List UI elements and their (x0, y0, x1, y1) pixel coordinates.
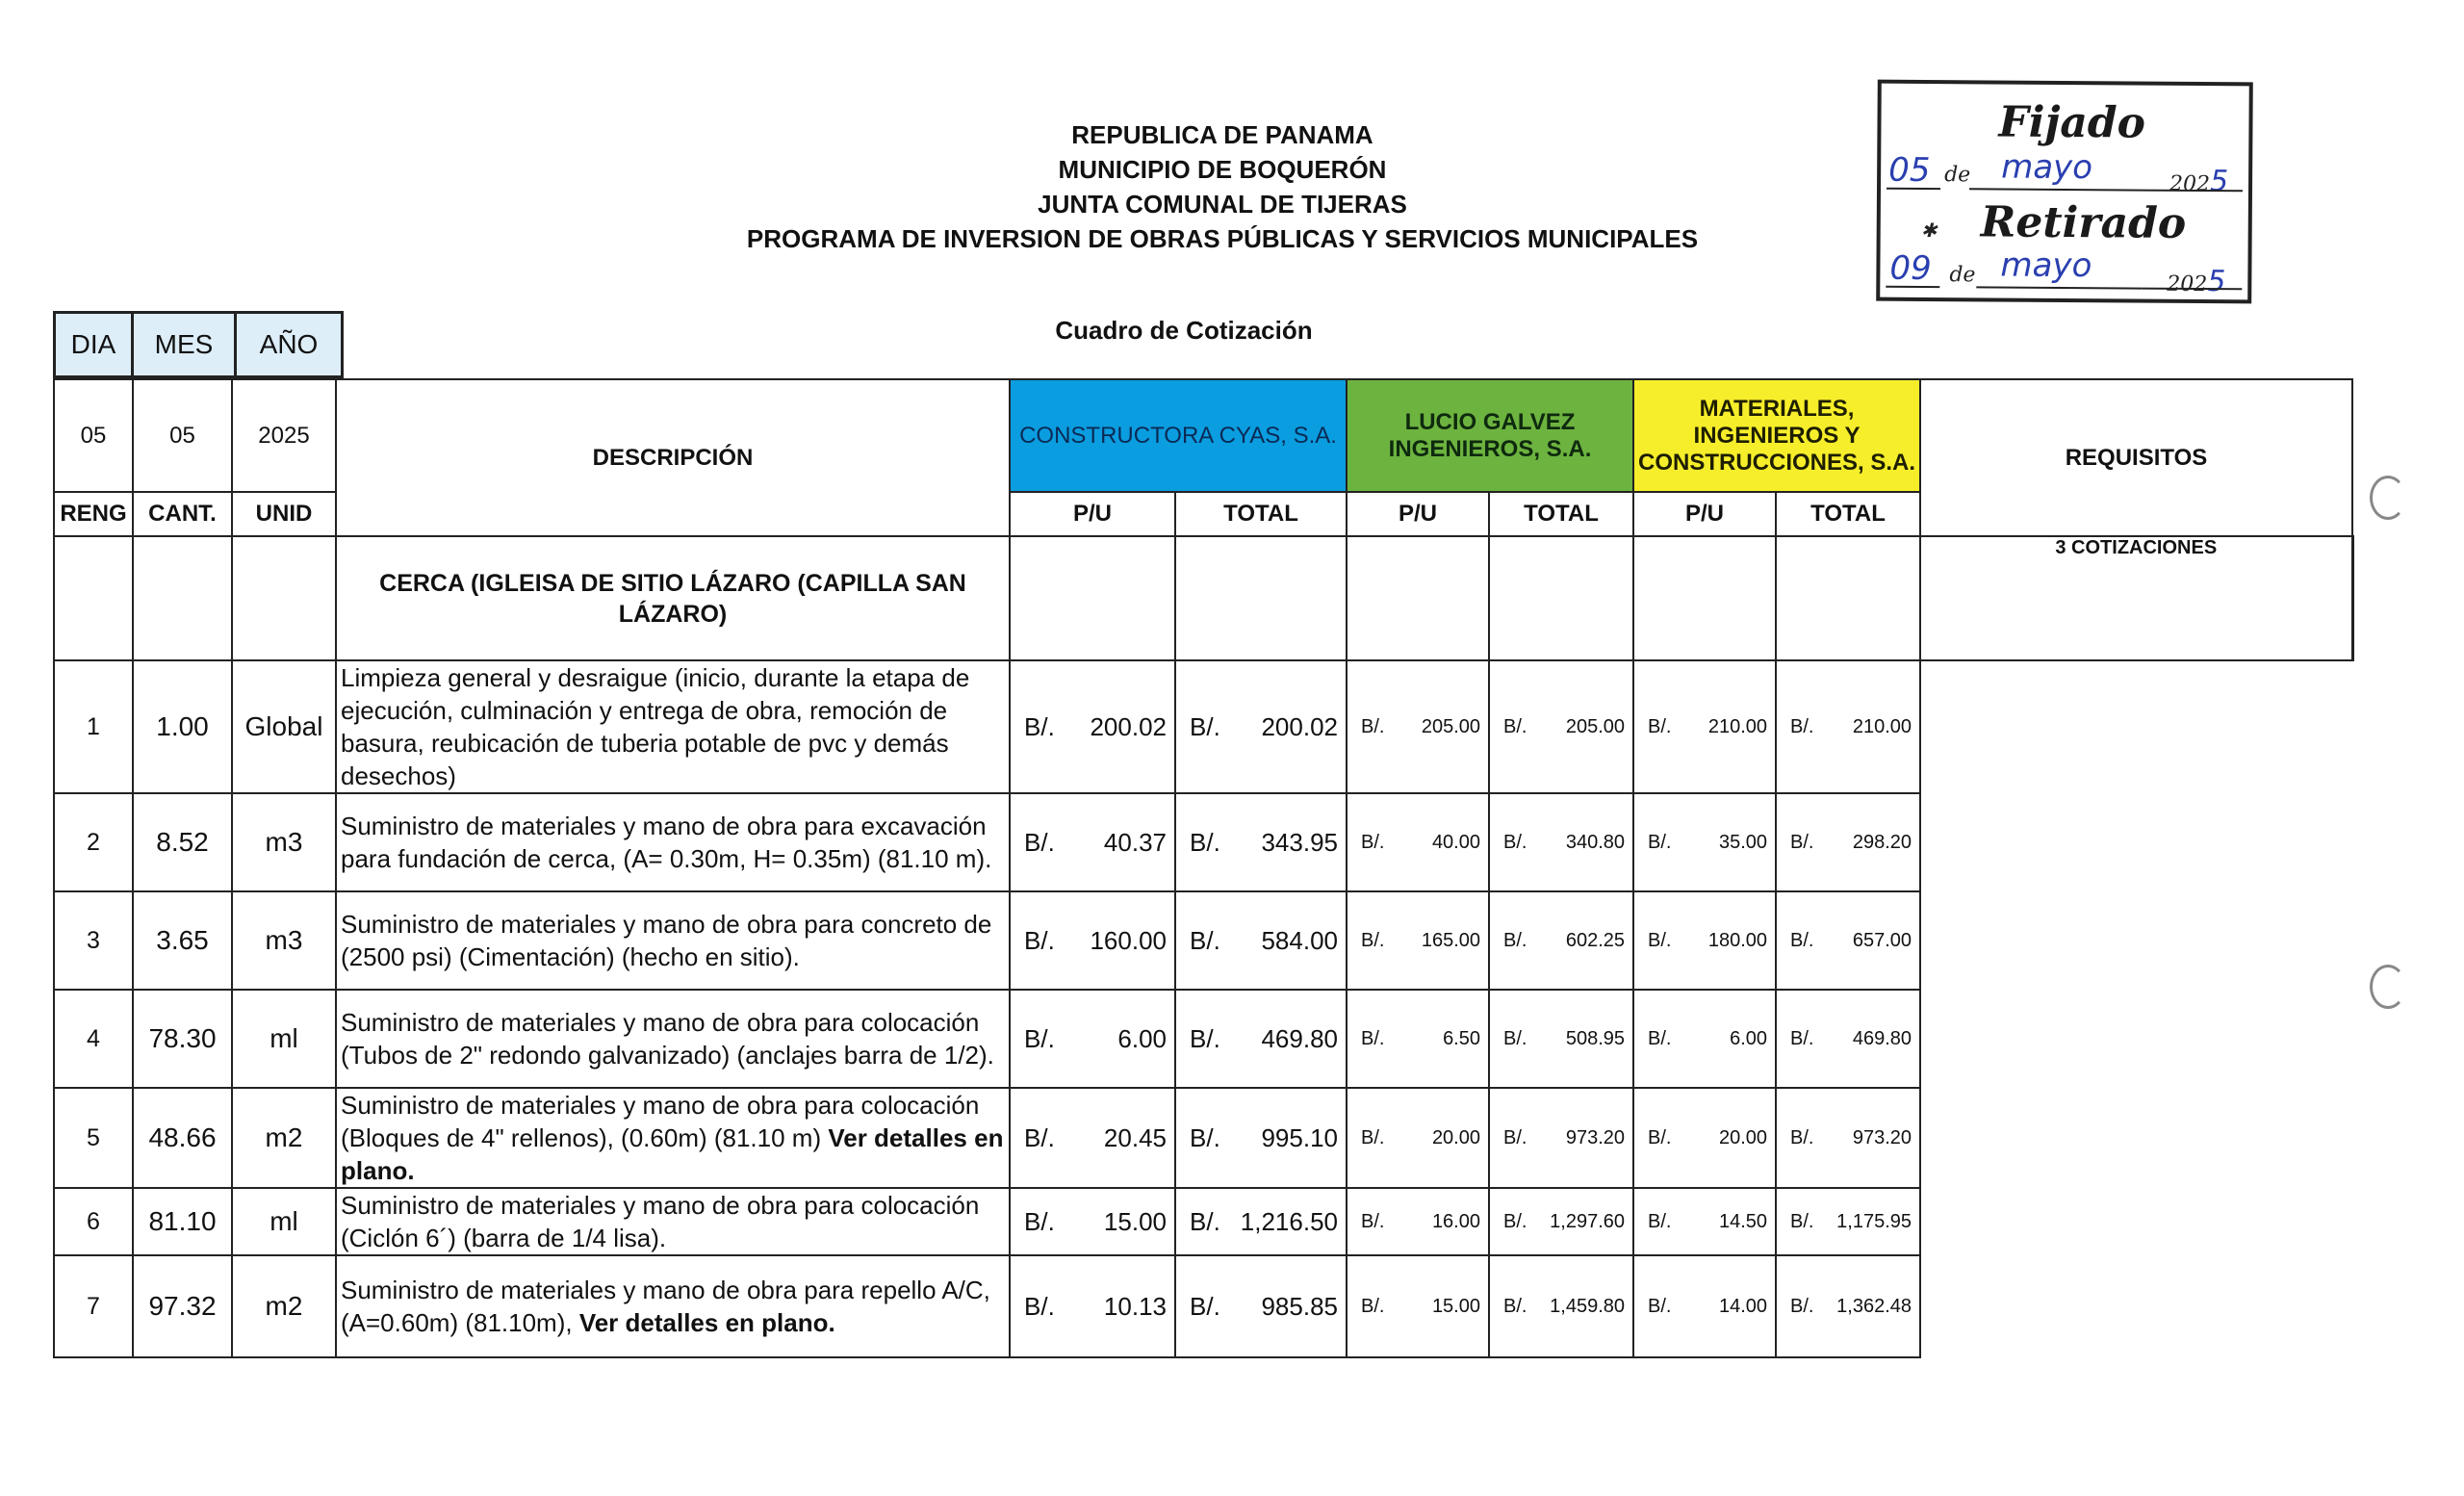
mat-total-cell (1776, 891, 1920, 990)
currency-symbol: B/. (1361, 1126, 1385, 1148)
cant-cell: 8.52 (133, 793, 232, 891)
amount-value: 35.00 (1718, 831, 1768, 853)
amount-value: 1,362.48 (1836, 1295, 1912, 1317)
table-row (54, 1255, 2352, 1357)
lucio-total-cell (1489, 1255, 1633, 1357)
currency-symbol: B/. (1361, 1210, 1385, 1232)
currency-symbol: B/. (1361, 1027, 1385, 1049)
cyas-pu-cell (1010, 891, 1175, 990)
stamp-retirado-day: 09 (1889, 248, 1932, 289)
description-text: Suministro de materiales y mano de obra para repello A/C, (A=0.60m) (81.10m), (341, 1276, 990, 1337)
currency-symbol: B/. (1648, 1295, 1672, 1317)
amount-value: 15.00 (1431, 1295, 1480, 1317)
description-cell (336, 793, 1010, 891)
currency-symbol: B/. (1648, 831, 1672, 853)
amount-value: 340.80 (1565, 831, 1626, 853)
cant-cell: 1.00 (133, 660, 232, 793)
section-row (54, 536, 2352, 660)
description-cell (336, 1088, 1010, 1188)
currency-symbol: B/. (1190, 711, 1220, 741)
amount-value: 160.00 (1090, 925, 1167, 955)
amount-value: 584.00 (1261, 925, 1338, 955)
reng-cell: 2 (54, 793, 133, 891)
unid-cell: ml (232, 1188, 336, 1255)
lucio-pu-cell (1347, 1188, 1489, 1255)
dia-label: DIA (55, 313, 133, 377)
amount-value: 210.00 (1707, 715, 1768, 737)
amount-value: 200.02 (1090, 711, 1167, 741)
amount-value: 165.00 (1421, 929, 1480, 951)
mat-pu-cell (1633, 891, 1776, 990)
amount-value: 6.00 (1730, 1027, 1768, 1049)
amount-value: 205.00 (1421, 715, 1480, 737)
mat-pu-cell (1633, 1255, 1776, 1357)
currency-symbol: B/. (1190, 827, 1220, 857)
lucio-total-cell (1489, 1088, 1633, 1188)
currency-symbol: B/. (1361, 929, 1385, 951)
amount-value: 16.00 (1431, 1210, 1480, 1232)
currency-symbol: B/. (1024, 1291, 1055, 1321)
description-note: Ver detalles en plano. (578, 1308, 835, 1337)
amount-value: 973.20 (1565, 1126, 1626, 1148)
description-text: Limpieza general y desraigue (inicio, durante la etapa de ejecución, culminación y entrega de obra, remoción de basura, reubicación de tuberia potable de pvc y demás desechos) (341, 663, 970, 790)
currency-symbol: B/. (1503, 1295, 1527, 1317)
currency-symbol: B/. (1503, 715, 1527, 737)
amount-value: 469.80 (1852, 1027, 1912, 1049)
description-note: Ver detalles en plano. (341, 1123, 1004, 1185)
mat-pu-header: P/U (1633, 492, 1776, 536)
description-cell (336, 660, 1010, 793)
cyas-pu-cell (1010, 793, 1175, 891)
unid-cell: ml (232, 990, 336, 1088)
currency-symbol: B/. (1790, 1210, 1814, 1232)
cyas-total-cell (1175, 891, 1347, 990)
cyas-total-cell (1175, 990, 1347, 1088)
stamp-de-2: de (1949, 263, 1976, 288)
table-row (54, 793, 2352, 891)
unid-header: UNID (232, 492, 336, 536)
cyas-pu-cell (1010, 1188, 1175, 1255)
currency-symbol: B/. (1361, 831, 1385, 853)
mat-pu-cell (1633, 660, 1776, 793)
mat-total-cell (1776, 1188, 1920, 1255)
currency-symbol: B/. (1024, 1122, 1055, 1152)
table-row (54, 660, 2352, 793)
currency-symbol: B/. (1361, 1295, 1385, 1317)
bidder-cyas: CONSTRUCTORA CYAS, S.A. (1010, 379, 1347, 492)
amount-value: 298.20 (1852, 831, 1912, 853)
reng-cell: 1 (54, 660, 133, 793)
currency-symbol: B/. (1190, 1122, 1220, 1152)
table-row (54, 1088, 2352, 1188)
currency-symbol: B/. (1503, 831, 1527, 853)
header-country: REPUBLICA DE PANAMA (1071, 120, 1373, 149)
amount-value: 6.50 (1443, 1027, 1480, 1049)
currency-symbol: B/. (1790, 1126, 1814, 1148)
currency-symbol: B/. (1648, 1027, 1672, 1049)
posting-stamp (1876, 80, 2253, 304)
bidder-lucio-galvez: LUCIO GALVEZ INGENIEROS, S.A. (1347, 379, 1633, 492)
lucio-pu-cell (1347, 990, 1489, 1088)
stamp-fijado-label: Fijado (1998, 97, 2146, 148)
amount-value: 469.80 (1261, 1023, 1338, 1053)
mes-label: MES (133, 313, 236, 377)
amount-value: 1,216.50 (1240, 1206, 1338, 1236)
amount-value: 205.00 (1565, 715, 1626, 737)
cyas-total-cell (1175, 1188, 1347, 1255)
amount-value: 20.00 (1718, 1126, 1768, 1148)
description-text: Suministro de materiales y mano de obra para concreto de (2500 psi) (Cimentación) (hecho en sitio). (341, 910, 992, 971)
reng-cell: 5 (54, 1088, 133, 1188)
date-month: 05 (133, 379, 232, 492)
amount-value: 995.10 (1261, 1122, 1338, 1152)
cant-cell: 97.32 (133, 1255, 232, 1357)
requisitos-header: REQUISITOS (1920, 379, 2352, 536)
cyas-total-cell (1175, 1088, 1347, 1188)
bidder-materiales: MATERIALES, INGENIEROS Y CONSTRUCCIONES, S.A. (1633, 379, 1920, 492)
description-cell (336, 1255, 1010, 1357)
mat-total-cell (1776, 1255, 1920, 1357)
mat-total-header: TOTAL (1776, 492, 1920, 536)
amount-value: 210.00 (1852, 715, 1912, 737)
reng-header: RENG (54, 492, 133, 536)
lucio-total-header: TOTAL (1489, 492, 1633, 536)
amount-value: 20.45 (1103, 1122, 1167, 1152)
date-day: 05 (54, 379, 133, 492)
amount-value: 200.02 (1261, 711, 1338, 741)
table-row (54, 1188, 2352, 1255)
requisitos-value: 3 COTIZACIONES (1920, 536, 2352, 660)
mat-total-cell (1776, 1088, 1920, 1188)
currency-symbol: B/. (1503, 1027, 1527, 1049)
table-row (54, 891, 2352, 990)
page-title: Cuadro de Cotización (1055, 316, 1313, 345)
mat-total-cell (1776, 793, 1920, 891)
amount-value: 973.20 (1852, 1126, 1912, 1148)
ano-label: AÑO (236, 313, 343, 377)
currency-symbol: B/. (1024, 925, 1055, 955)
amount-value: 15.00 (1103, 1206, 1167, 1236)
amount-value: 985.85 (1261, 1291, 1338, 1321)
currency-symbol: B/. (1190, 1291, 1220, 1321)
amount-value: 343.95 (1261, 827, 1338, 857)
cyas-pu-cell (1010, 660, 1175, 793)
cant-cell: 81.10 (133, 1188, 232, 1255)
cyas-pu-cell (1010, 1088, 1175, 1188)
amount-value: 14.50 (1718, 1210, 1768, 1232)
cyas-pu-cell (1010, 1255, 1175, 1357)
description-text: Suministro de materiales y mano de obra para excavación para fundación de cerca, (A= 0.30m, H= 0.35m) (81.10 m). (341, 812, 992, 873)
amount-value: 1,175.95 (1836, 1210, 1912, 1232)
amount-value: 508.95 (1565, 1027, 1626, 1049)
cyas-total-header: TOTAL (1175, 492, 1347, 536)
amount-value: 180.00 (1707, 929, 1768, 951)
amount-value: 6.00 (1117, 1023, 1167, 1053)
currency-symbol: B/. (1024, 1023, 1055, 1053)
currency-symbol: B/. (1648, 1126, 1672, 1148)
amount-value: 14.00 (1718, 1295, 1768, 1317)
stamp-fijado-month: mayo (2001, 147, 2093, 188)
lucio-pu-cell (1347, 891, 1489, 990)
currency-symbol: B/. (1790, 1295, 1814, 1317)
currency-symbol: B/. (1190, 925, 1220, 955)
currency-symbol: B/. (1361, 715, 1385, 737)
amount-value: 20.00 (1431, 1126, 1480, 1148)
lucio-pu-header: P/U (1347, 492, 1489, 536)
unid-cell: m2 (232, 1255, 336, 1357)
amount-value: 40.00 (1431, 831, 1480, 853)
cant-cell: 48.66 (133, 1088, 232, 1188)
cant-cell: 3.65 (133, 891, 232, 990)
lucio-total-cell (1489, 990, 1633, 1088)
reng-cell: 4 (54, 990, 133, 1088)
description-header: DESCRIPCIÓN (336, 379, 1010, 536)
amount-value: 40.37 (1103, 827, 1167, 857)
currency-symbol: B/. (1790, 929, 1814, 951)
date-label-box (53, 311, 344, 378)
stamp-retirado-year: 2025 (2167, 265, 2226, 299)
currency-symbol: B/. (1648, 929, 1672, 951)
mat-pu-cell (1633, 1188, 1776, 1255)
unid-cell: m2 (232, 1088, 336, 1188)
currency-symbol: B/. (1648, 1210, 1672, 1232)
currency-symbol: B/. (1190, 1023, 1220, 1053)
currency-symbol: B/. (1790, 831, 1814, 853)
currency-symbol: B/. (1503, 929, 1527, 951)
cyas-total-cell (1175, 1255, 1347, 1357)
date-year: 2025 (232, 379, 336, 492)
mat-total-cell (1776, 990, 1920, 1088)
stamp-fijado-day: 05 (1888, 150, 1931, 191)
amount-value: 657.00 (1852, 929, 1912, 951)
table-row (54, 990, 2352, 1088)
stamp-retirado-month: mayo (2000, 245, 2092, 286)
unid-cell: m3 (232, 793, 336, 891)
amount-value: 10.13 (1103, 1291, 1167, 1321)
currency-symbol: B/. (1648, 715, 1672, 737)
currency-symbol: B/. (1024, 1206, 1055, 1236)
mat-pu-cell (1633, 990, 1776, 1088)
lucio-pu-cell (1347, 793, 1489, 891)
section-title: CERCA (IGLEISA DE SITIO LÁZARO (CAPILLA SAN LÁZARO) (336, 536, 1010, 660)
description-cell (336, 990, 1010, 1088)
currency-symbol: B/. (1024, 827, 1055, 857)
lucio-total-cell (1489, 891, 1633, 990)
reng-cell: 3 (54, 891, 133, 990)
mat-pu-cell (1633, 793, 1776, 891)
reng-cell: 7 (54, 1255, 133, 1357)
stamp-fijado-year: 2025 (2169, 165, 2229, 199)
unid-cell: m3 (232, 891, 336, 990)
currency-symbol: B/. (1790, 715, 1814, 737)
quotation-table (53, 378, 2354, 1358)
stamp-de-1: de (1944, 163, 1971, 188)
document-header (578, 117, 1867, 256)
reng-cell: 6 (54, 1188, 133, 1255)
header-municipality: MUNICIPIO DE BOQUERÓN (1058, 155, 1387, 184)
cant-header: CANT. (133, 492, 232, 536)
stamp-mark: ✱ (1920, 218, 1938, 243)
binder-hole-icon (2370, 476, 2406, 520)
lucio-total-cell (1489, 1188, 1633, 1255)
lucio-pu-cell (1347, 660, 1489, 793)
unid-cell: Global (232, 660, 336, 793)
amount-value: 1,297.60 (1550, 1210, 1626, 1232)
description-cell (336, 1188, 1010, 1255)
currency-symbol: B/. (1503, 1126, 1527, 1148)
description-text: Suministro de materiales y mano de obra para colocación (Tubos de 2" redondo galvanizado) (anclajes barra de 1/2). (341, 1008, 994, 1070)
lucio-pu-cell (1347, 1255, 1489, 1357)
mat-pu-cell (1633, 1088, 1776, 1188)
header-program: PROGRAMA DE INVERSION DE OBRAS PÚBLICAS Y SERVICIOS MUNICIPALES (746, 224, 1699, 253)
lucio-total-cell (1489, 660, 1633, 793)
description-cell (336, 891, 1010, 990)
currency-symbol: B/. (1024, 711, 1055, 741)
amount-value: 1,459.80 (1550, 1295, 1626, 1317)
cyas-pu-cell (1010, 990, 1175, 1088)
currency-symbol: B/. (1503, 1210, 1527, 1232)
amount-value: 602.25 (1565, 929, 1626, 951)
mat-total-cell (1776, 660, 1920, 793)
lucio-pu-cell (1347, 1088, 1489, 1188)
currency-symbol: B/. (1790, 1027, 1814, 1049)
binder-hole-icon (2370, 965, 2406, 1009)
cyas-total-cell (1175, 793, 1347, 891)
stamp-retirado-label: Retirado (1980, 197, 2187, 248)
description-text: Suministro de materiales y mano de obra para colocación (Ciclón 6´) (barra de 1/4 lisa). (341, 1191, 980, 1252)
cyas-total-cell (1175, 660, 1347, 793)
cant-cell: 78.30 (133, 990, 232, 1088)
description-text: Suministro de materiales y mano de obra para colocación (Bloques de 4" rellenos), (0.60m) (81.10 m) (341, 1091, 980, 1152)
cyas-pu-header: P/U (1010, 492, 1175, 536)
currency-symbol: B/. (1190, 1206, 1220, 1236)
header-junta: JUNTA COMUNAL DE TIJERAS (1038, 190, 1407, 219)
lucio-total-cell (1489, 793, 1633, 891)
